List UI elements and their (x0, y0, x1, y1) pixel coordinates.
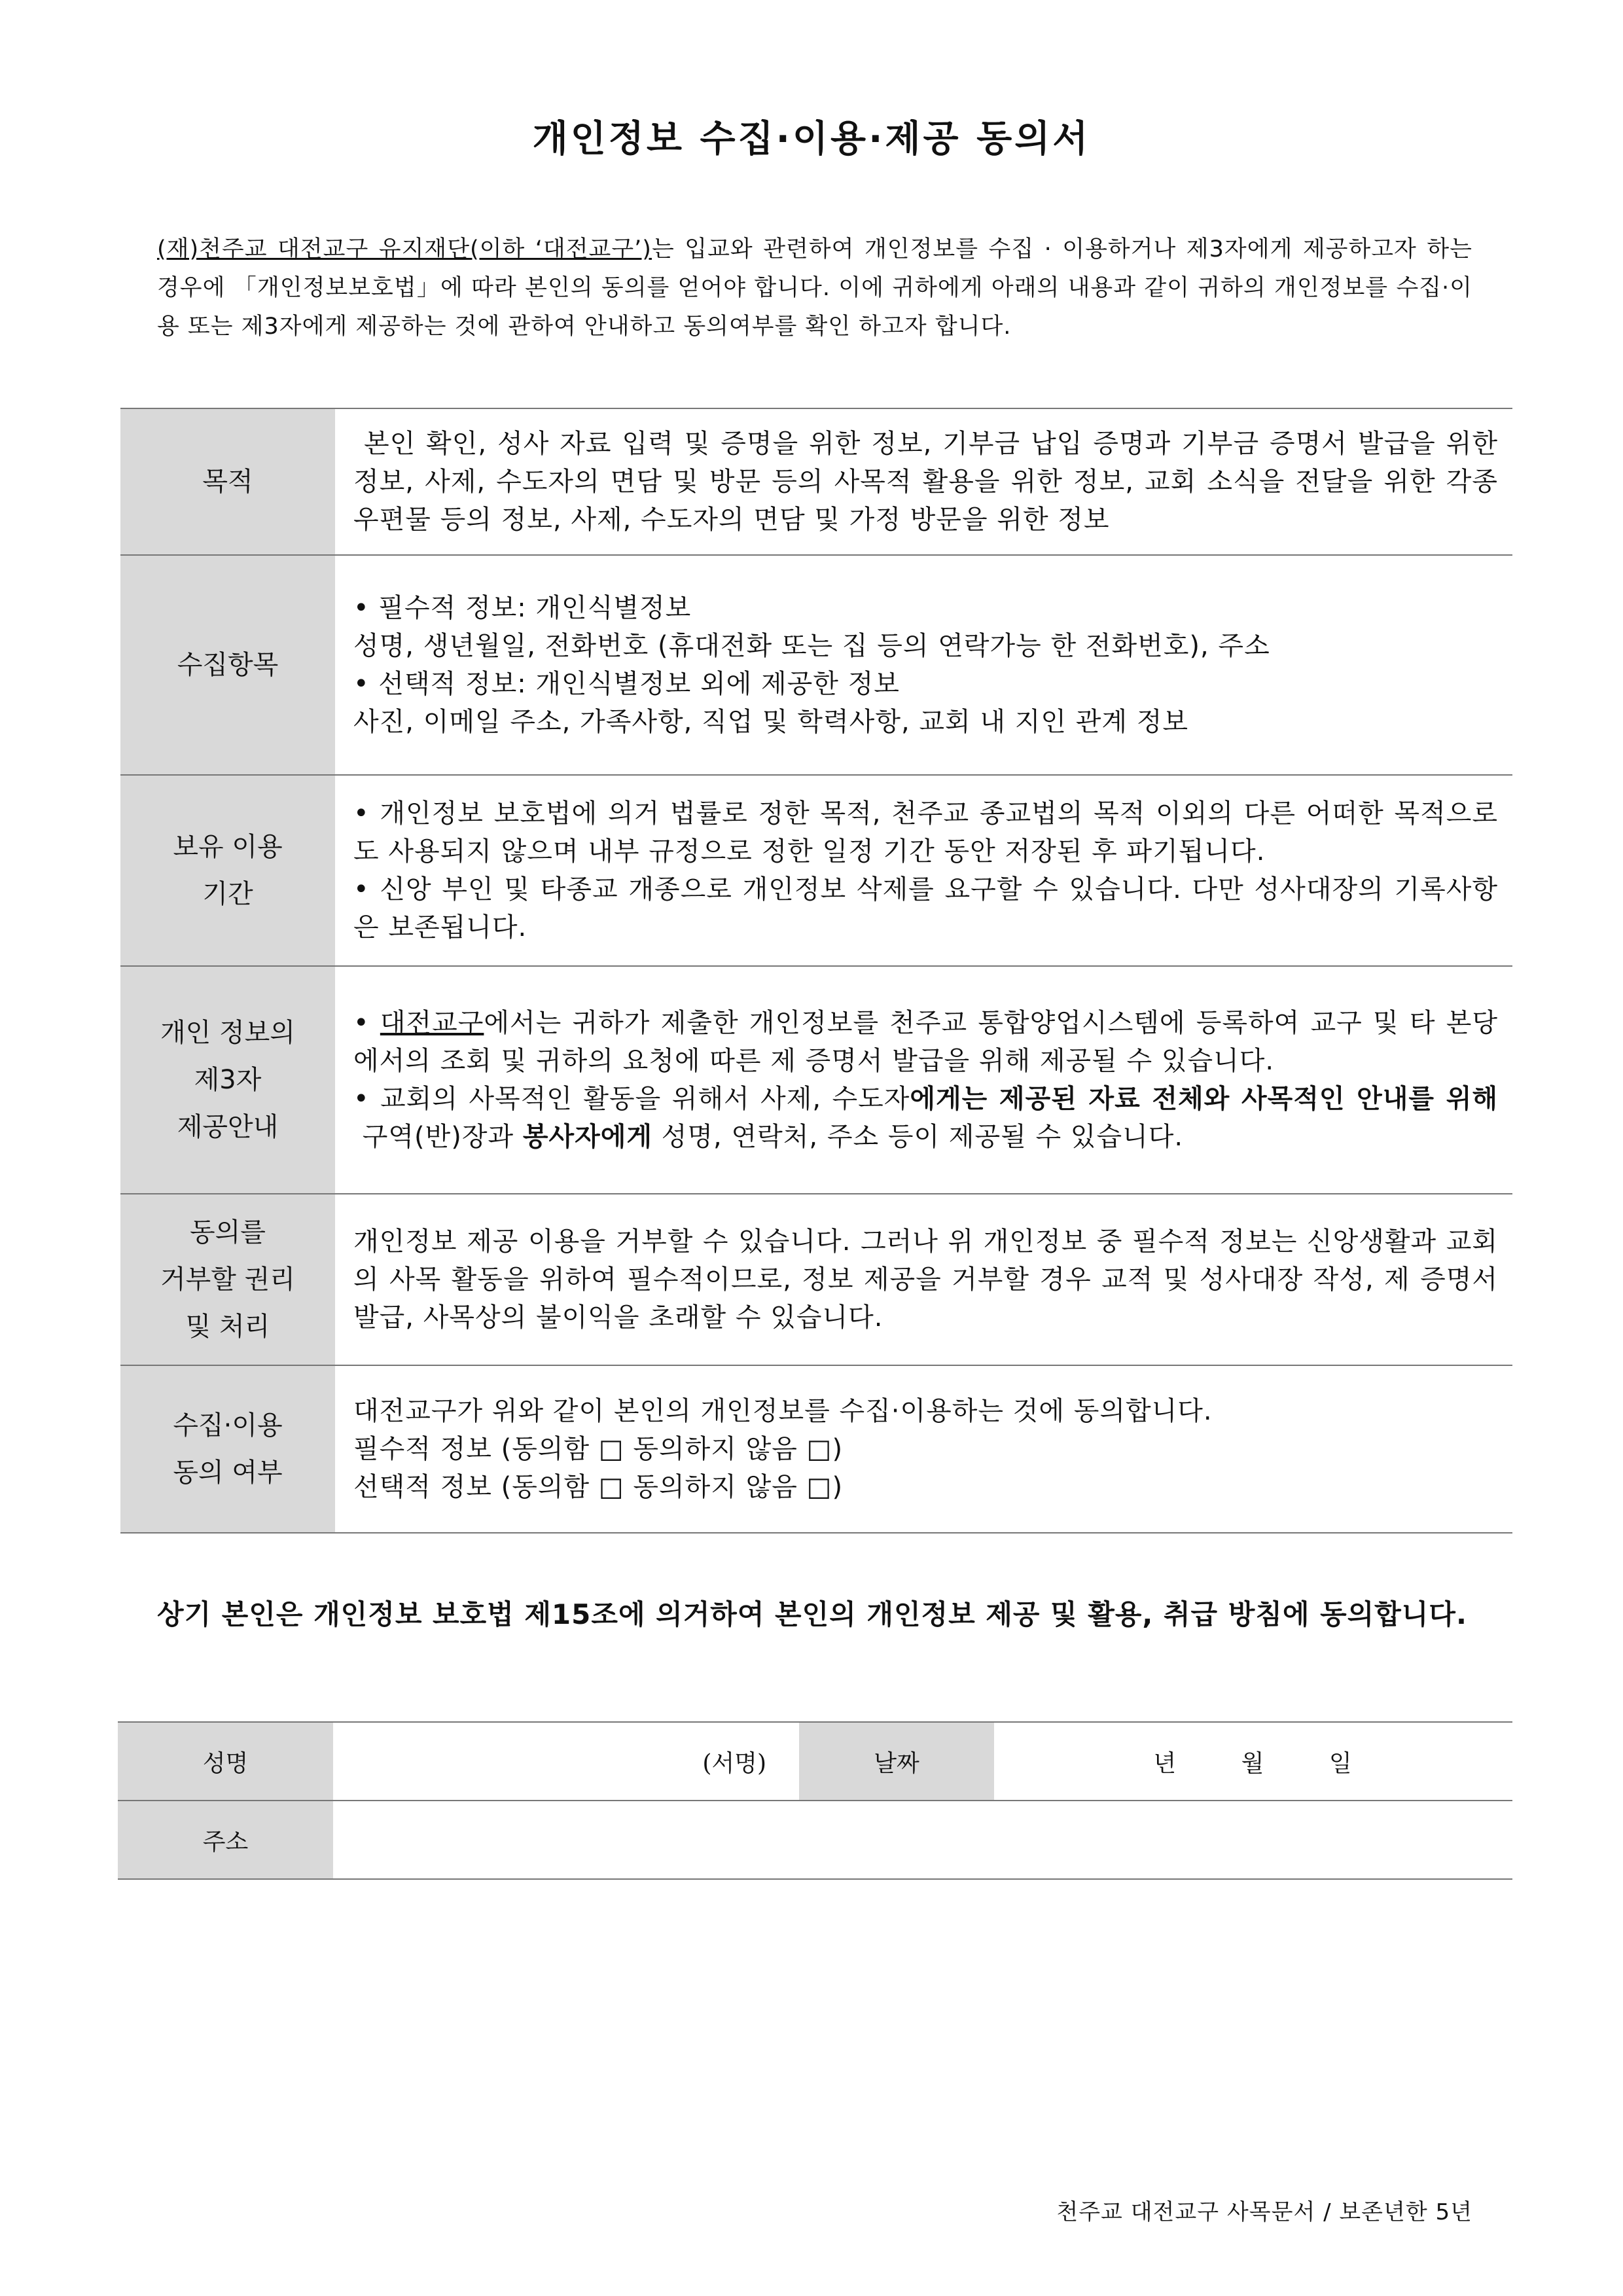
refusal-row (120, 1194, 1512, 1365)
intro-paragraph (157, 230, 1472, 346)
purpose-label: 목적 (120, 408, 335, 555)
document-title: 개인정보 수집·이용·제공 동의서 (532, 118, 1091, 160)
intro-org-name: (재)천주교 대전교구 유지재단(이하 ‘대전교구’) (157, 236, 652, 262)
footer-text: 천주교 대전교구 사목문서 / 보존년한 5년 (1056, 2199, 1472, 2225)
refusal-content: 개인정보 제공 이용을 거부할 수 있습니다. 그러나 위 개인정보 중 필수적 정보는 신앙생활과 교회의 사목 활동을 위하여 필수적이므로, 정보 제공을 거부할 경우 교적 및 성사대장 작성, 제 증명서 발급, 사목상의 불이익을 초래할 수 있습니다. (335, 1194, 1512, 1365)
date-field[interactable] (994, 1722, 1512, 1801)
third-party-label: 개인 정보의 제3자 제공안내 (120, 966, 335, 1194)
required-info-list: 성명, 생년월일, 전화번호 (휴대전화 또는 집 등의 연락가능 한 전화번호), 주소 (353, 631, 1270, 661)
consent-statement: 대전교구가 위와 같이 본인의 개인정보를 수집·이용하는 것에 동의합니다. (353, 1396, 1213, 1426)
required-info-heading: • 필수적 정보: 개인식별정보 (353, 593, 692, 623)
consent-content (335, 1365, 1512, 1533)
retention-content (335, 775, 1512, 966)
consent-info-table (120, 408, 1512, 1534)
third-party-content (335, 966, 1512, 1194)
date-label: 날짜 (799, 1722, 994, 1801)
collection-items-content (335, 555, 1512, 775)
third-party-text-2: • 교회의 사목적인 활동을 위해서 사제, 수도자에게는 제공된 자료 전체와 사목적인 안내를 위해 구역(반)장과 봉사자에게 성명, 연락처, 주소 등이 제공될 수 있습니다. (353, 1084, 1498, 1152)
collection-items-label: 수집항목 (120, 555, 335, 775)
third-party-text-1: • 대전교구에서는 귀하가 제출한 개인정보를 천주교 통합양업시스템에 등록하여 교구 및 타 본당에서의 조회 및 귀하의 요청에 따른 제 증명서 발급을 위해 제공될 수 있습니다. (353, 1008, 1498, 1076)
retention-label: 보유 이용 기간 (120, 775, 335, 966)
purpose-content: 본인 확인, 성사 자료 입력 및 증명을 위한 정보, 기부금 납입 증명과 기부금 증명서 발급을 위한 정보, 사제, 수도자의 면담 및 방문 등의 사목적 활용을 위한 정보, 교회 소식을 전달을 위한 각종 우편물 등의 정보, 사제, 수도자의 면담 및 가정 방문을 위한 정보 (335, 408, 1512, 555)
signature-field[interactable] (333, 1722, 799, 1801)
retention-row (120, 775, 1512, 966)
address-label: 주소 (118, 1801, 333, 1879)
retention-text-2: • 신앙 부인 및 타종교 개종으로 개인정보 삭제를 요구할 수 있습니다. 다만 성사대장의 기록사항은 보존됩니다. (353, 874, 1498, 942)
optional-consent-checkboxes[interactable]: 선택적 정보 (동의함 □ 동의하지 않음 □) (353, 1472, 844, 1502)
intro-text: 는 입교와 관련하여 개인정보를 수집 · 이용하거나 제3자에게 제공하고자 하는 경우에 「개인정보보호법」에 따라 본인의 동의를 얻어야 합니다. 이에 귀하에게 아래의 내용과 같이 귀하의 개인정보를 수집·이용 또는 제3자에게 제공하는 것에 관하여 안내하고 동의여부를 확인 하고자 합니다. (157, 236, 1472, 340)
date-year: 년 (1153, 1749, 1178, 1777)
collection-items-row (120, 555, 1512, 775)
purpose-row (120, 408, 1512, 555)
signature-hint: (서명) (702, 1749, 766, 1777)
retention-text-1: • 개인정보 보호법에 의거 법률로 정한 목적, 천주교 종교법의 목적 이외의 다른 어떠한 목적으로도 사용되지 않으며 내부 규정으로 정한 일정 기간 동안 저장된 후 파기됩니다. (353, 798, 1498, 867)
signature-table (118, 1721, 1512, 1880)
date-day: 일 (1329, 1749, 1353, 1777)
signature-row (118, 1722, 1512, 1801)
consent-label: 수집·이용 동의 여부 (120, 1365, 335, 1533)
name-label: 성명 (118, 1722, 333, 1801)
third-party-org: 대전교구 (380, 1008, 484, 1038)
optional-info-list: 사진, 이메일 주소, 가족사항, 직업 및 학력사항, 교회 내 지인 관계 정보 (353, 707, 1189, 737)
refusal-label: 동의를 거부할 권리 및 처리 (120, 1194, 335, 1365)
address-row (118, 1801, 1512, 1879)
consent-row (120, 1365, 1512, 1533)
declaration-text: 상기 본인은 개인정보 보호법 제15조에 의거하여 본인의 개인정보 제공 및 활용, 취급 방침에 동의합니다. (157, 1598, 1467, 1630)
third-party-row (120, 966, 1512, 1194)
address-field[interactable] (333, 1801, 1512, 1879)
optional-info-heading: • 선택적 정보: 개인식별정보 외에 제공한 정보 (353, 669, 900, 699)
required-consent-checkboxes[interactable]: 필수적 정보 (동의함 □ 동의하지 않음 □) (353, 1434, 844, 1464)
date-month: 월 (1241, 1749, 1266, 1777)
